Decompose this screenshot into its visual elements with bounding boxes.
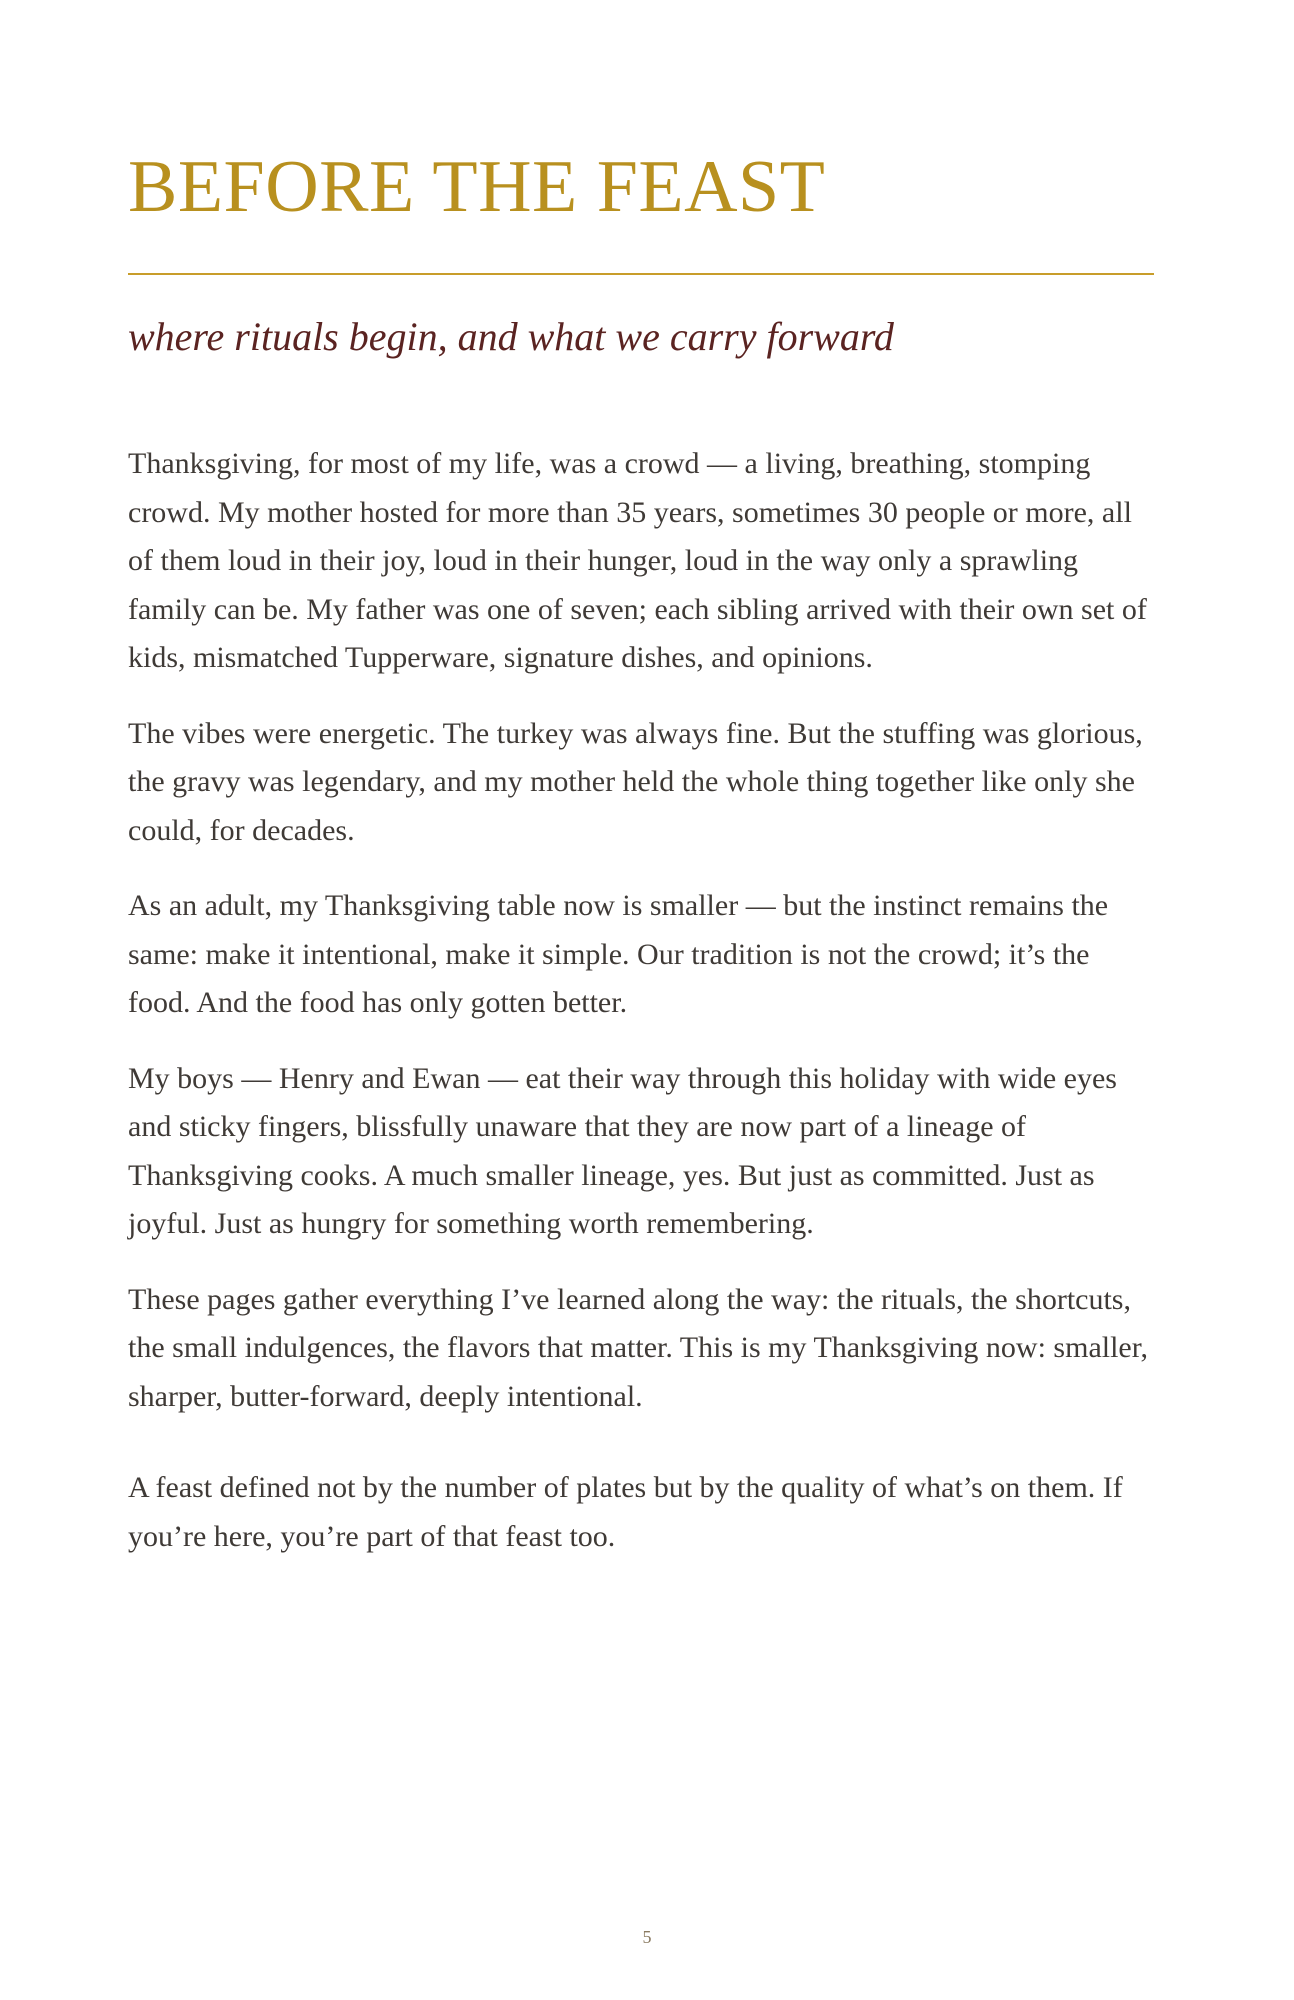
paragraph: The vibes were energetic. The turkey was always fine. But the stuffing was glorious, the gravy was legendary, and my mother held the whole thing together like only she could, for decades.: [128, 716, 1143, 847]
paragraph: Thanksgiving, for most of my life, was a crowd — a living, breathing, stomping crowd. My mother hosted for more than 35 years, sometimes 30 people or more, all of them loud in their joy, loud in their hunger, loud in the way only a sprawling family can be. My father was one of seven; each sibling arrived with their own set of kids, mismatched Tupperware, signature dishes, and opinions.: [128, 447, 1147, 674]
paragraph: These pages gather everything I’ve learned along the way: the rituals, the shortcuts, the small indulgences, the flavors that matter. This is my Thanksgiving now: smaller, sharper, butter-forward, deeply intentional.: [128, 1282, 1149, 1413]
paragraph: As an adult, my Thanksgiving table now is smaller — but the instinct remains the same: make it intentional, make it simple. Our tradition is not the crowd; it’s the food. And the food has only gotten better.: [128, 889, 1109, 1019]
title-divider: [128, 273, 1154, 275]
body-text: [128, 440, 1154, 1561]
page-subtitle: where rituals begin, and what we carry forward: [128, 314, 894, 359]
paragraph: My boys — Henry and Ewan — eat their way through this holiday with wide eyes and sticky fingers, blissfully unaware that they are now part of a lineage of Thanksgiving cooks. A much smaller lineage, yes. But just as committed. Just as joyful. Just as hungry for something worth remembering.: [128, 1061, 1117, 1240]
page-title: BEFORE THE FEAST: [128, 146, 826, 228]
page-number: 5: [642, 1927, 652, 1947]
closing-paragraph: A feast defined not by the number of plates but by the quality of what’s on them. If you’re here, you’re part of that feast too.: [128, 1471, 1123, 1553]
